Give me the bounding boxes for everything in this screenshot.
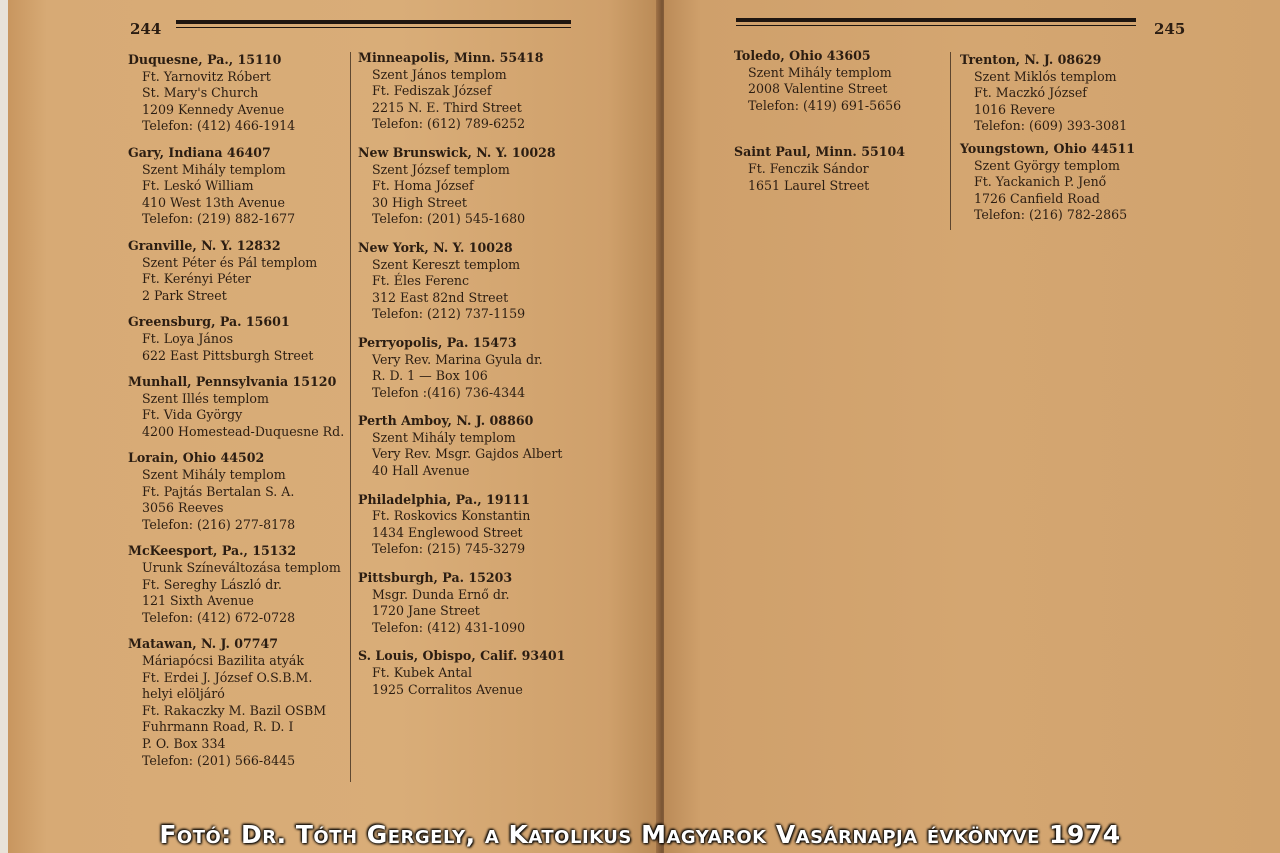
entry-line: Telefon: (201) 545-1680 [372,211,526,227]
entry-line: Telefon :(416) 736-4344 [372,384,526,400]
directory-entry [128,238,353,304]
directory-entry [128,543,353,626]
directory-entry [358,335,598,401]
entry-line: 2215 N. E. Third Street [372,99,522,115]
entry-line: 2 Park Street [142,287,227,303]
right-column-divider [950,52,951,230]
left-page [8,0,660,853]
entry-city: Perth Amboy, N. J. 08860 [358,413,534,429]
entry-line: 1720 Jane Street [372,603,480,619]
directory-entry [960,52,1160,135]
entry-line: Urunk Színeváltozása templom [142,560,341,576]
entry-city: Saint Paul, Minn. 55104 [734,144,906,160]
entry-line: Szent Illés templom [142,390,269,406]
entry-line: Ft. Roskovics Konstantin [372,508,531,524]
entry-city: Philadelphia, Pa., 19111 [358,491,530,507]
directory-entry [128,450,353,533]
directory-entry [358,570,598,636]
entry-line: Telefon: (412) 431-1090 [372,619,526,635]
entry-line: 40 Hall Avenue [372,463,470,479]
entry-line: Szent György templom [974,157,1120,173]
entry-city: Minneapolis, Minn. 55418 [358,50,544,65]
entry-line: Szent Péter és Pál templom [142,254,318,270]
photo-credit-caption: Fotó: Dr. Tóth Gergely, a Katolikus Magyarok Vasárnapja évkönyve 1974 [159,820,1121,849]
entry-city: Perryopolis, Pa. 15473 [358,334,517,350]
entry-line: Szent Miklós templom [974,68,1117,84]
entry-line: 30 High Street [372,194,467,210]
entry-line: 312 East 82nd Street [372,289,509,305]
entry-line: Very Rev. Marina Gyula dr. [372,351,543,367]
right-page [664,0,1280,853]
entry-line: Telefon: (212) 737-1159 [372,306,526,322]
right-column-1 [734,48,944,194]
entry-line: Ft. Éles Ferenc [372,273,470,289]
entry-line: Ft. Loya János [142,330,234,346]
entry-line: Szent Mihály templom [748,64,892,80]
entry-line: Ft. Yackanich P. Jenő [974,174,1107,190]
entry-line: Ft. Fediszak József [372,83,492,99]
directory-entry [358,50,598,133]
entry-city: S. Louis, Obispo, Calif. 93401 [358,648,566,664]
entry-line: Ft. Homa József [372,178,474,194]
entry-city: Munhall, Pennsylvania 15120 [128,374,337,390]
entry-line: 1016 Revere [974,101,1056,117]
entry-line: 1434 Englewood Street [372,524,523,540]
entry-line: Ft. Maczkó József [974,85,1087,101]
entry-line: 622 East Pittsburgh Street [142,347,314,363]
directory-entry [358,492,598,558]
entry-city: McKeesport, Pa., 15132 [128,543,297,559]
directory-entry [960,141,1160,224]
entry-line: Telefon: (412) 672-0728 [142,609,296,625]
entry-line: Telefon: (219) 882-1677 [142,211,296,227]
entry-line: 1209 Kennedy Avenue [142,101,285,117]
entry-city: Pittsburgh, Pa. 15203 [358,570,513,586]
entry-line: helyi elöljáró [142,686,225,702]
entry-city: Granville, N. Y. 12832 [128,237,281,253]
entry-line: P. O. Box 334 [142,735,226,751]
entry-line: Ft. Vida György [142,407,243,423]
entry-city: Toledo, Ohio 43605 [734,48,871,63]
entry-line: 1651 Laurel Street [748,177,870,193]
right-header-rule [736,18,1136,22]
entry-line: Fuhrmann Road, R. D. I [142,719,294,735]
entry-line: Telefon: (216) 277-8178 [142,516,296,532]
entry-line: 2008 Valentine Street [748,81,888,97]
entry-line: 4200 Homestead-Duquesne Rd. [142,423,345,439]
entry-line: St. Mary's Church [142,85,259,101]
entry-line: 1726 Canfield Road [974,190,1100,206]
entry-line: Ft. Leskó William [142,178,254,194]
entry-line: Szent Mihály templom [142,467,286,483]
entry-city: Duquesne, Pa., 15110 [128,52,282,67]
left-header-rule [176,20,571,24]
scan-edge [0,0,8,853]
entry-line: Telefon: (201) 566-8445 [142,752,296,768]
directory-entry [358,413,598,479]
right-page-number: 245 [1154,20,1186,38]
entry-line: Very Rev. Msgr. Gajdos Albert [372,446,563,462]
entry-line: Szent Mihály templom [372,429,516,445]
entry-line: R. D. 1 — Box 106 [372,368,488,384]
left-column-2 [358,50,598,698]
entry-line: Telefon: (609) 393-3081 [974,118,1128,134]
directory-entry [358,648,598,698]
entry-line: Telefon: (419) 691-5656 [748,97,902,113]
right-column-2 [960,52,1160,224]
directory-entry [128,52,353,135]
entry-line: Ft. Erdei J. József O.S.B.M. [142,669,313,685]
entry-line: Szent József templom [372,161,510,177]
entry-city: Lorain, Ohio 44502 [128,450,265,466]
directory-entry [128,374,353,440]
entry-line: 1925 Corralitos Avenue [372,681,523,697]
entry-line: Ft. Yarnovitz Róbert [142,68,271,84]
entry-line: Ft. Pajtás Bertalan S. A. [142,483,295,499]
directory-entry [358,240,598,323]
entry-city: New York, N. Y. 10028 [358,239,513,255]
entry-line: Telefon: (216) 782-2865 [974,207,1128,223]
entry-city: Gary, Indiana 46407 [128,144,271,160]
entry-city: Trenton, N. J. 08629 [960,52,1102,67]
directory-entry [128,636,353,769]
entry-line: Máriapócsi Bazilita atyák [142,653,305,668]
entry-line: Szent Mihály templom [142,161,286,177]
entry-line: Telefon: (412) 466-1914 [142,118,296,134]
entry-line: Ft. Fenczik Sándor [748,160,869,176]
directory-entry [358,145,598,228]
entry-line: Telefon: (215) 745-3279 [372,541,526,557]
entry-line: Ft. Sereghy László dr. [142,576,282,592]
entry-line: 410 West 13th Avenue [142,194,285,210]
entry-line: Szent János templom [372,66,507,82]
entry-city: New Brunswick, N. Y. 10028 [358,144,556,160]
directory-entry [734,48,944,114]
entry-line: Ft. Kerényi Péter [142,271,251,287]
entry-line: 3056 Reeves [142,500,224,516]
entry-line: Ft. Rakaczky M. Bazil OSBM [142,702,327,718]
left-column-divider [350,52,351,782]
entry-line: Ft. Kubek Antal [372,665,472,680]
entry-city: Youngstown, Ohio 44511 [960,140,1135,156]
directory-entry [128,314,353,364]
entry-line: Msgr. Dunda Ernő dr. [372,586,510,602]
entry-line: 121 Sixth Avenue [142,593,254,609]
entry-line: Szent Kereszt templom [372,256,521,272]
left-column-1 [128,52,353,779]
left-page-number: 244 [130,20,162,38]
entry-line: Telefon: (612) 789-6252 [372,116,526,132]
directory-entry [734,144,944,194]
entry-city: Greensburg, Pa. 15601 [128,314,290,330]
directory-entry [128,145,353,228]
entry-city: Matawan, N. J. 07747 [128,636,279,652]
